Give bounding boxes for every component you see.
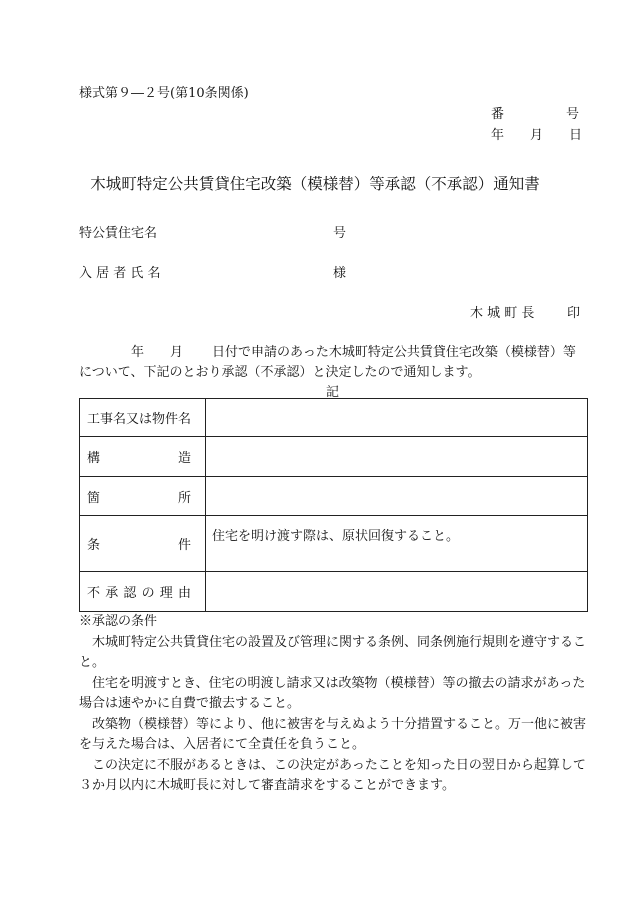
row-label-rejection-reason: 不 承 認 の 理 由 xyxy=(80,572,206,612)
row-value-conditions: 住宅を明け渡す際は、原状回復すること。 xyxy=(206,516,588,572)
seal-mark: 印 xyxy=(567,306,581,321)
condition-item: 住宅を明渡すとき、住宅の明渡し請求又は改築物（模様替）等の撤去の請求があった場合は速やかに自費で撤去すること。 xyxy=(79,675,586,711)
body-line-2: について、下記のとおり承認（不承認）と決定したので通知します。 xyxy=(79,365,481,380)
document-title: 木城町特定公共賃貸住宅改築（模様替）等承認（不承認）通知書 xyxy=(90,175,540,193)
row-label-conditions: 条 件 xyxy=(80,516,206,572)
body-date-year: 年 xyxy=(131,345,145,360)
table-row xyxy=(80,572,588,612)
body-line-1: 日付で申請のあった木城町特定公共賃貸住宅改築（模様替）等 xyxy=(212,345,576,360)
form-reference: 様式第９―２号(第10条関係) xyxy=(79,86,249,101)
resident-honorific: 様 xyxy=(333,266,347,281)
approval-conditions xyxy=(79,612,591,797)
row-value-project-name xyxy=(206,399,588,437)
row-value-structure xyxy=(206,437,588,477)
table-row xyxy=(80,437,588,477)
row-label-project-name: 工事名又は物件名 xyxy=(80,399,206,437)
condition-item: この決定に不服があるときは、この決定があったことを知った日の翌日から起算して３か月以内に木城町長に対して審査請求をすることができます。 xyxy=(79,757,586,793)
row-label-location: 箇 所 xyxy=(80,477,206,516)
conditions-heading: ※承認の条件 xyxy=(79,614,158,629)
date-year-label: 年 xyxy=(491,128,505,143)
issuer-name: 木 城 町 長 xyxy=(470,306,535,321)
housing-name-label: 特公賃住宅名 xyxy=(79,226,158,241)
resident-name-label: 入 居 者 氏 名 xyxy=(79,266,161,281)
table-row xyxy=(80,477,588,516)
row-label-structure: 構 造 xyxy=(80,437,206,477)
date-day-label: 日 xyxy=(569,128,583,143)
row-value-location xyxy=(206,477,588,516)
condition-item: 改築物（模様替）等により、他に被害を与えぬよう十分措置すること。万一他に被害を与えた場合は、入居者にて全責任を負うこと。 xyxy=(79,716,587,752)
condition-item: 木城町特定公共賃貸住宅の設置及び管理に関する条例、同条例施行規則を遵守すること。 xyxy=(79,634,587,670)
date-month-label: 月 xyxy=(530,128,544,143)
ki-heading: 記 xyxy=(326,385,340,400)
number-suffix: 号 xyxy=(566,107,580,122)
body-date-month: 月 xyxy=(170,345,184,360)
details-table xyxy=(79,398,588,612)
housing-number-suffix: 号 xyxy=(333,226,347,241)
row-value-rejection-reason xyxy=(206,572,588,612)
table-row xyxy=(80,516,588,572)
number-label: 番 xyxy=(491,107,505,122)
table-row xyxy=(80,399,588,437)
